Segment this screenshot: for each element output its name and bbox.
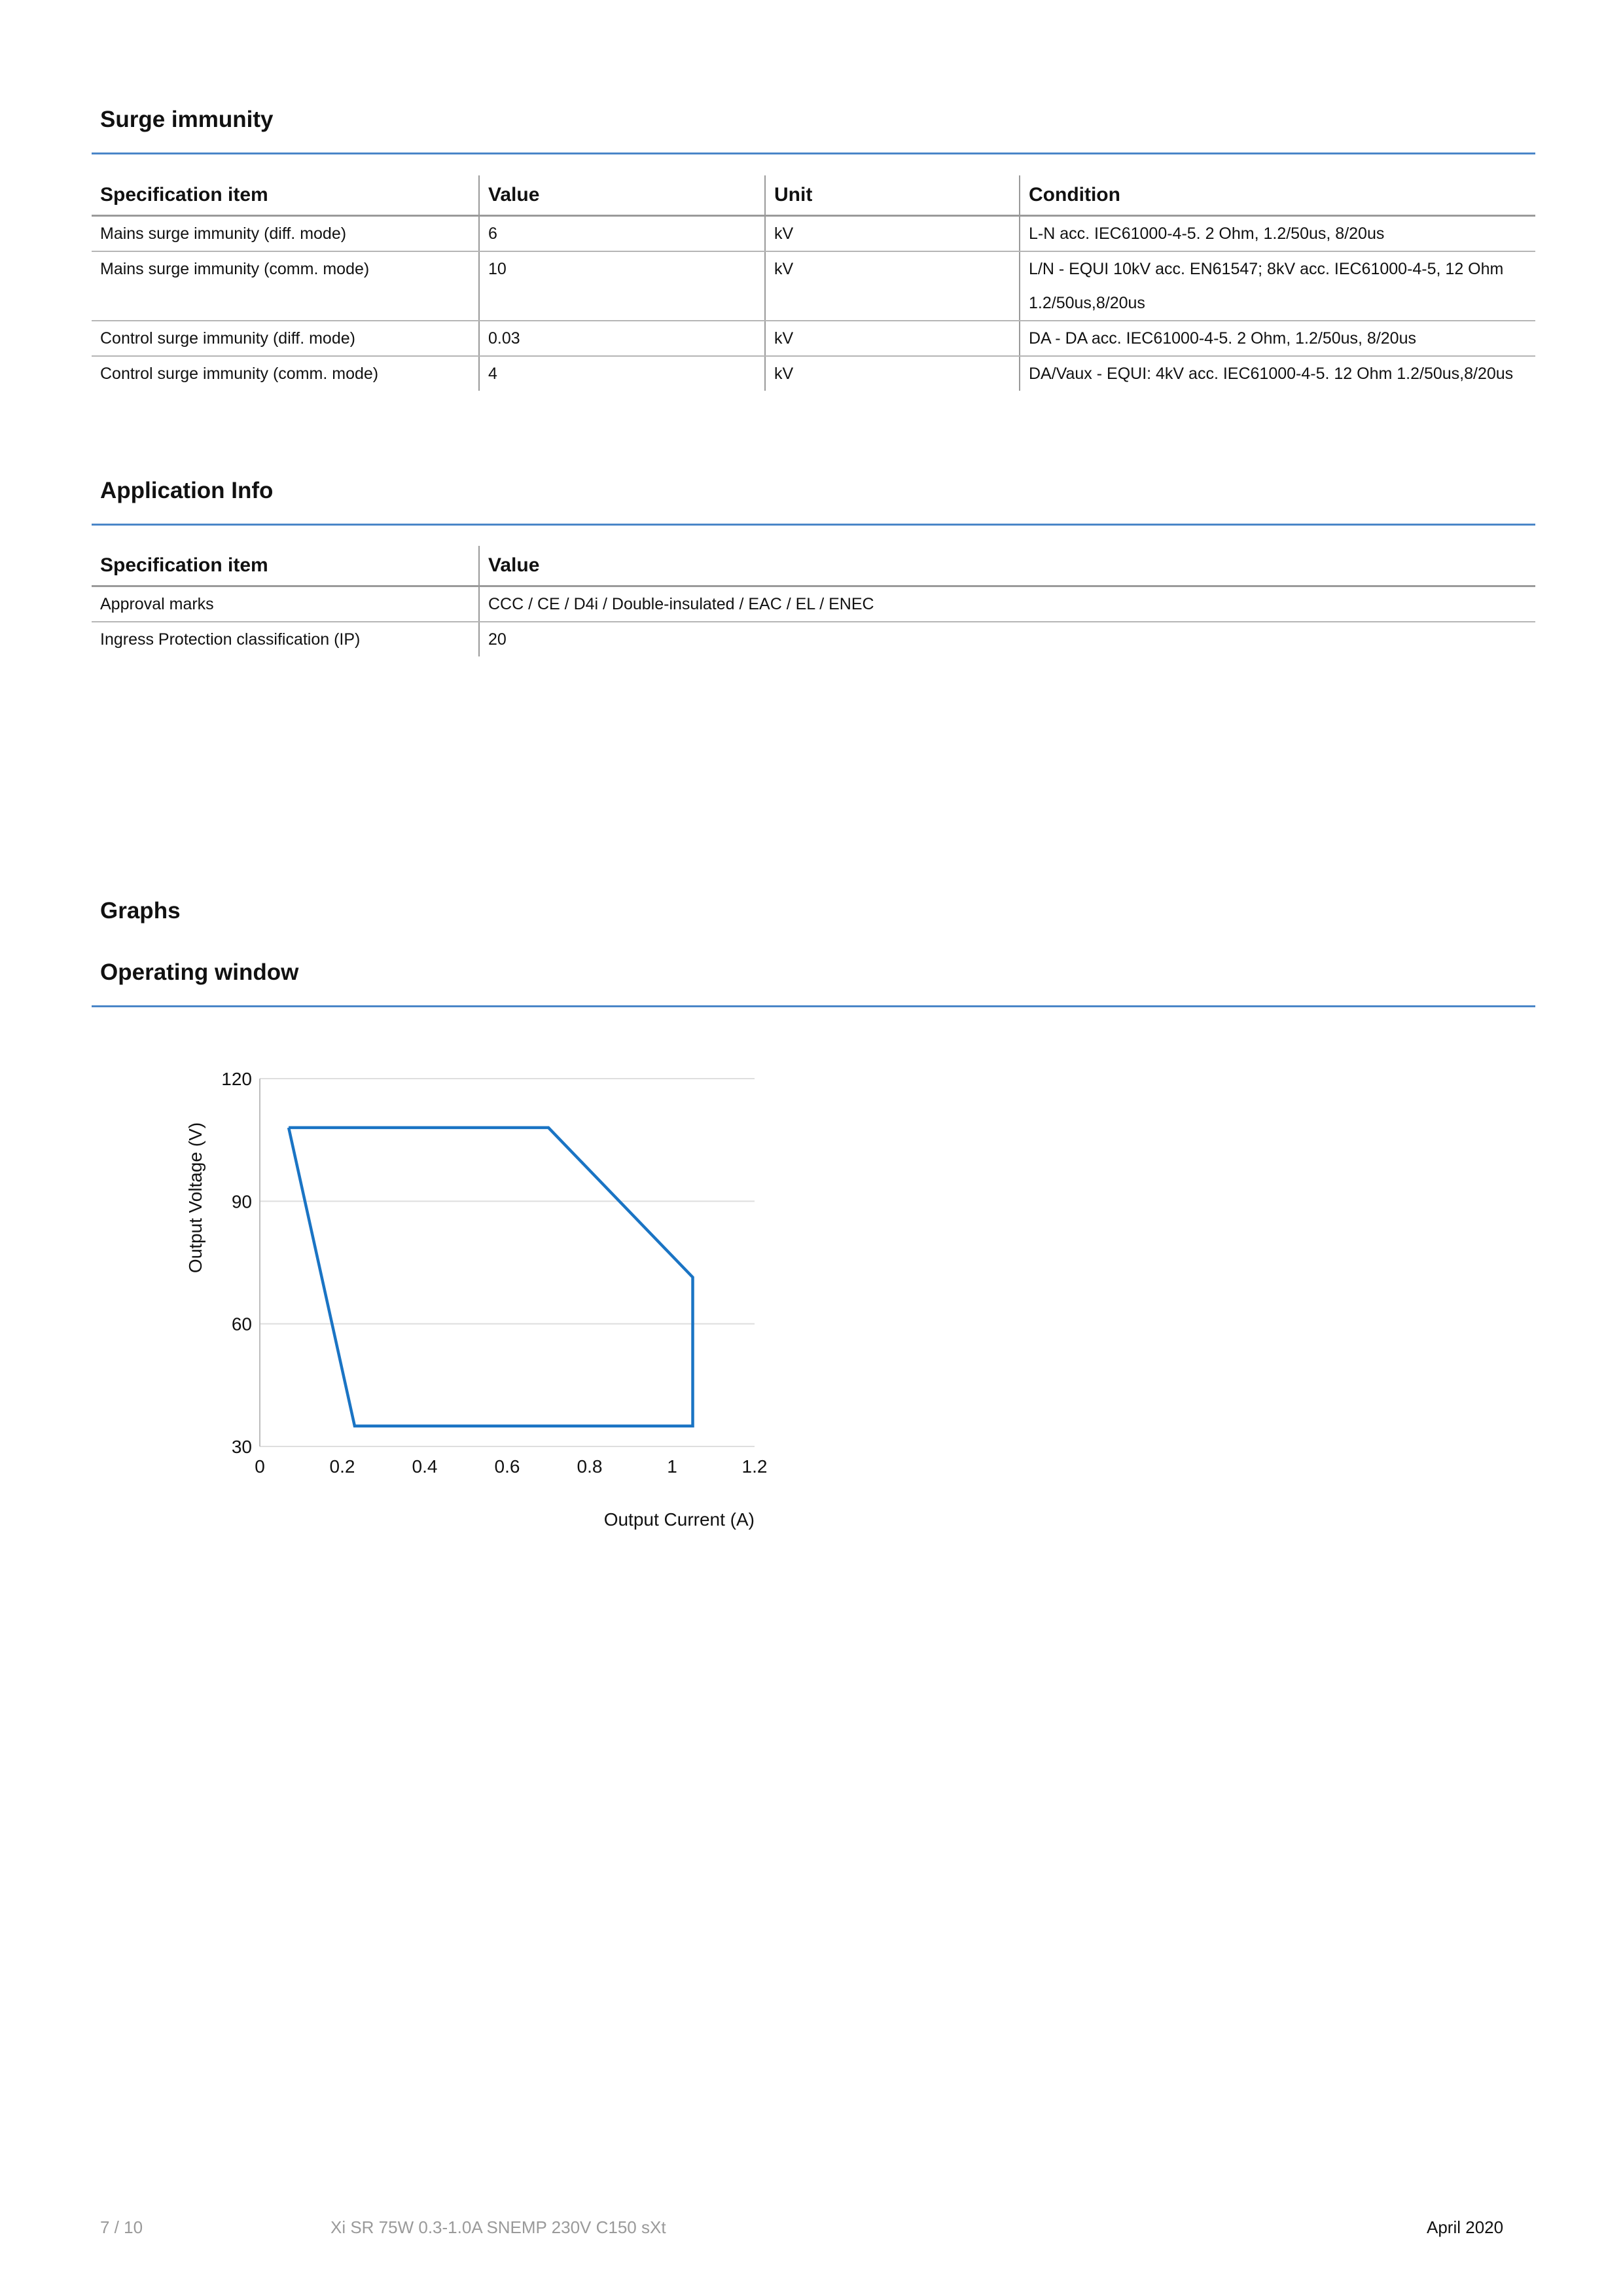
y-tick-label: 30 <box>231 1437 252 1457</box>
cell-condition: L/N - EQUI 10kV acc. EN61547; 8kV acc. IEC61000-4-5, 12 Ohm 1.2/50us,8/20us <box>1020 251 1535 321</box>
table-header-row <box>92 546 1535 586</box>
cell-spec-item: Control surge immunity (comm. mode) <box>100 365 379 383</box>
cell-value: 10 <box>479 251 765 321</box>
cell-spec-item: Approval marks <box>92 586 479 622</box>
cell-value: CCC / CE / D4i / Double-insulated / EAC / EL / ENEC <box>479 586 1535 622</box>
y-tick-label: 90 <box>231 1191 252 1212</box>
table-row <box>92 251 1535 321</box>
cell-spec-item: Ingress Protection classification (IP) <box>100 630 361 649</box>
section-divider <box>92 524 1535 526</box>
cell-value: 4 <box>479 356 765 391</box>
header-unit: Unit <box>765 175 1020 216</box>
cell-spec-item: Mains surge immunity (comm. mode) <box>92 251 479 321</box>
table-row <box>92 321 1535 356</box>
cell-condition: L-N acc. IEC61000-4-5. 2 Ohm, 1.2/50us, 8/20us <box>1020 216 1535 252</box>
section-divider <box>92 152 1535 154</box>
x-axis-label: Output Current (A) <box>603 1509 755 1530</box>
x-tick-label: 0.2 <box>329 1456 355 1477</box>
x-tick-label: 0.8 <box>577 1456 603 1477</box>
table-row <box>92 216 1535 252</box>
chart-svg <box>170 1060 785 1545</box>
x-tick-label: 0.4 <box>412 1456 438 1477</box>
header-value: Value <box>479 546 1535 586</box>
section-divider <box>92 1005 1535 1007</box>
table-header-row <box>92 175 1535 216</box>
y-axis-label: Output Voltage (V) <box>185 1122 205 1274</box>
cell-value: 20 <box>479 622 1535 656</box>
header-specification-item: Specification item <box>92 175 479 216</box>
table-row <box>92 622 1535 656</box>
y-tick-label: 60 <box>231 1314 252 1335</box>
table-row <box>92 356 1535 391</box>
cell-value: 0.03 <box>479 321 765 356</box>
cell-unit: kV <box>765 251 1020 321</box>
y-tick-labels <box>221 1069 252 1457</box>
x-tick-label: 0 <box>255 1456 265 1477</box>
operating-window-line <box>289 1128 692 1426</box>
cell-unit: kV <box>765 216 1020 252</box>
x-tick-label: 0.6 <box>494 1456 520 1477</box>
cell-spec-item: Mains surge immunity (diff. mode) <box>92 216 479 252</box>
x-tick-labels <box>255 1456 767 1477</box>
cell-spec-item: Control surge immunity (diff. mode) <box>92 321 479 356</box>
cell-value: 6 <box>479 216 765 252</box>
section-title-graphs: Graphs <box>100 898 181 924</box>
operating-window-chart <box>170 1060 785 1545</box>
header-condition: Condition <box>1020 175 1535 216</box>
page-number: 7 / 10 <box>100 2217 143 2237</box>
surge-immunity-table <box>92 175 1535 391</box>
application-info-table <box>92 546 1535 656</box>
section-title-surge-immunity: Surge immunity <box>100 107 274 132</box>
table-row <box>92 586 1535 622</box>
x-tick-label: 1.2 <box>741 1456 768 1477</box>
section-title-application-info: Application Info <box>100 478 274 503</box>
product-name: Xi SR 75W 0.3-1.0A SNEMP 230V C150 sXt <box>330 2217 666 2237</box>
cell-unit: kV <box>765 321 1020 356</box>
cell-unit: kV <box>765 356 1020 391</box>
header-value: Value <box>479 175 765 216</box>
header-specification-item: Specification item <box>92 546 479 586</box>
cell-condition: DA/Vaux - EQUI: 4kV acc. IEC61000-4-5. 12 Ohm 1.2/50us,8/20us <box>1020 356 1535 391</box>
x-tick-label: 1 <box>667 1456 677 1477</box>
chart-series <box>289 1128 692 1426</box>
document-date: April 2020 <box>1427 2217 1504 2237</box>
cell-condition: DA - DA acc. IEC61000-4-5. 2 Ohm, 1.2/50us, 8/20us <box>1020 321 1535 356</box>
section-title-operating-window: Operating window <box>100 960 299 985</box>
y-tick-label: 120 <box>221 1069 252 1089</box>
